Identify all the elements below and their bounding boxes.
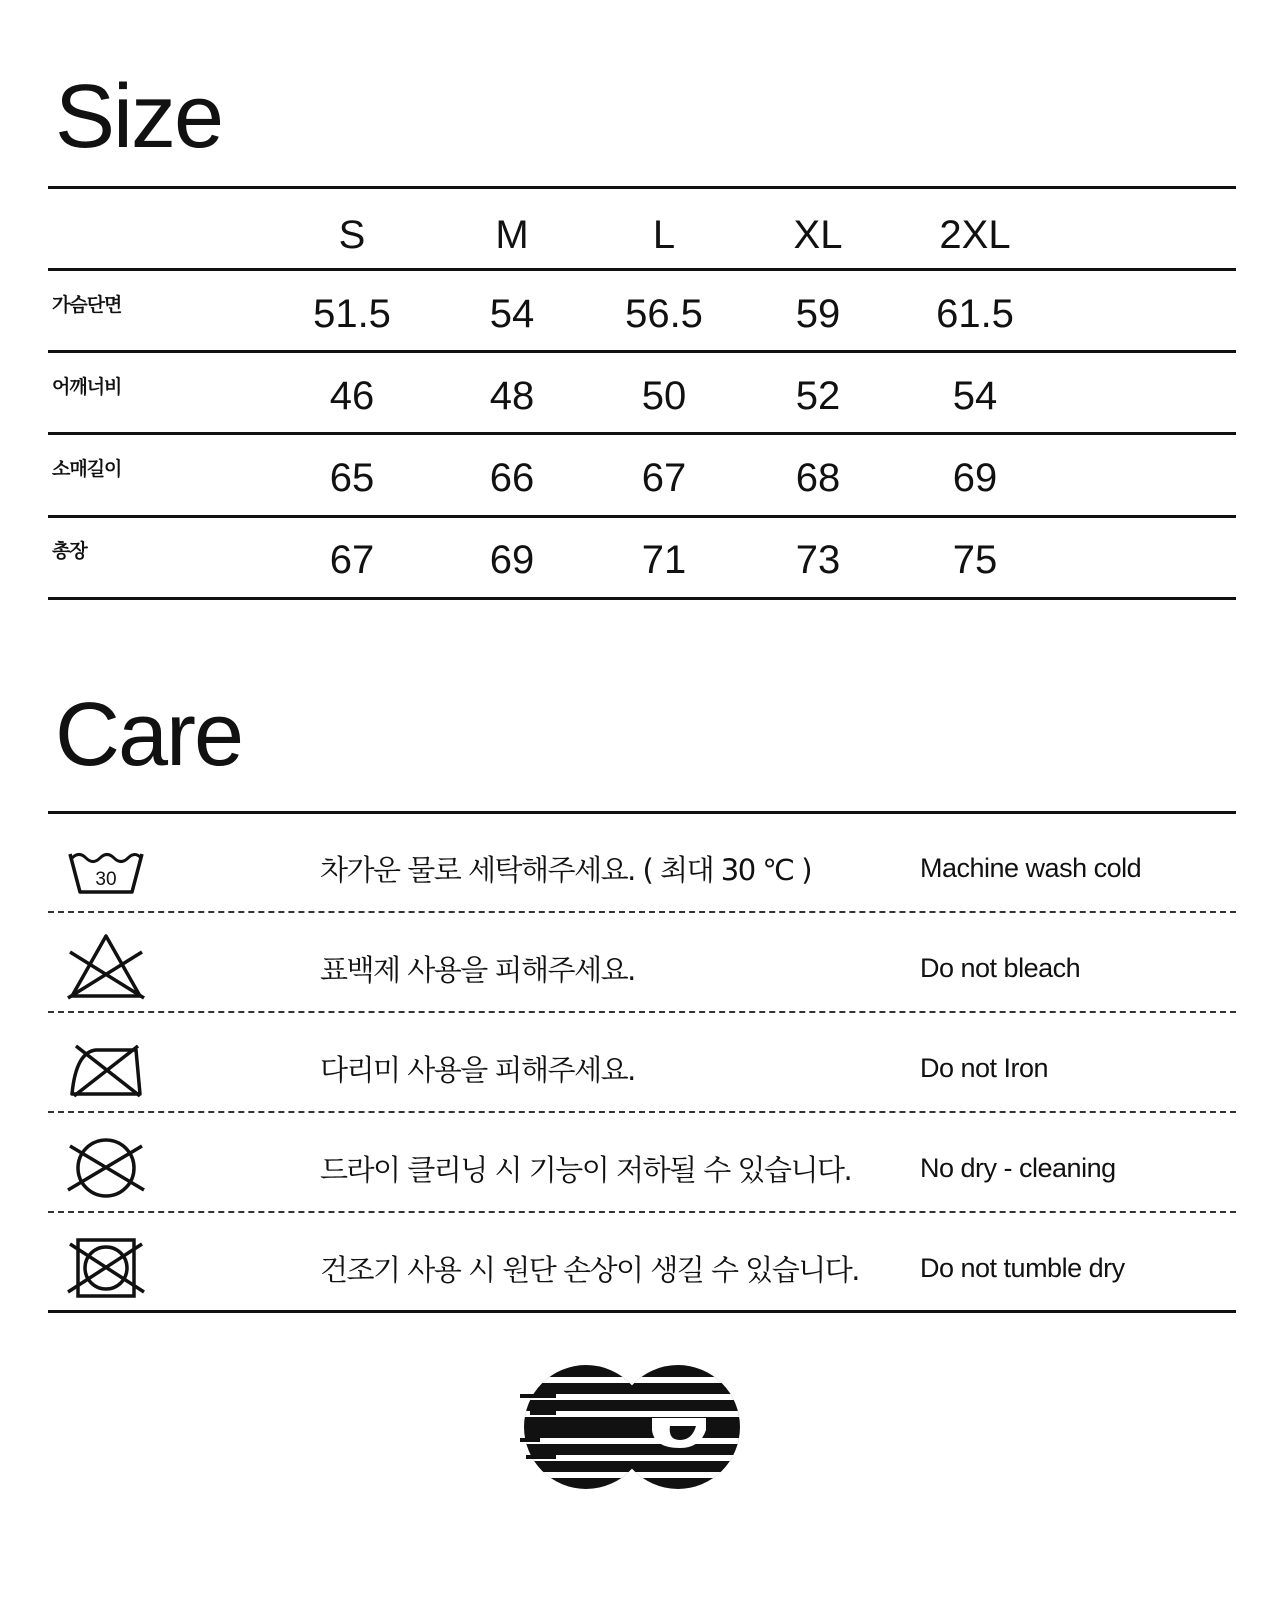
care-row-dry-clean xyxy=(48,1118,1236,1218)
do-not-iron-icon xyxy=(66,1032,146,1102)
size-value: 50 xyxy=(641,374,687,418)
brand-logo-icon xyxy=(520,1360,750,1495)
size-column-m: M xyxy=(495,213,529,257)
size-header-row xyxy=(48,193,1236,278)
size-value: 61.5 xyxy=(936,292,1014,336)
care-row-wash xyxy=(48,818,1236,918)
size-value: 69 xyxy=(489,538,535,582)
size-row-sleeve xyxy=(48,436,1236,521)
size-value: 54 xyxy=(489,292,535,336)
size-row-label: 가슴단면 xyxy=(52,294,122,316)
care-instruction-en: Do not tumble dry xyxy=(920,1252,1125,1283)
size-value: 59 xyxy=(795,292,841,336)
size-value: 65 xyxy=(329,456,375,500)
size-column-2xl: 2XL xyxy=(939,213,1011,257)
care-row-tumble-dry xyxy=(48,1218,1236,1318)
care-row-bleach xyxy=(48,918,1236,1018)
size-value: 69 xyxy=(952,456,998,500)
size-value: 68 xyxy=(795,456,841,500)
no-dry-clean-icon xyxy=(66,1132,146,1202)
size-top-rule xyxy=(48,186,1236,189)
care-instruction-ko: 드라이 클리닝 시 기능이 저하될 수 있습니다. xyxy=(320,1152,852,1187)
care-instruction-en: No dry - cleaning xyxy=(920,1152,1116,1183)
size-value: 75 xyxy=(952,538,998,582)
size-value: 67 xyxy=(329,538,375,582)
size-row-chest xyxy=(48,272,1236,357)
size-value: 51.5 xyxy=(313,292,391,336)
care-instruction-ko: 건조기 사용 시 원단 손상이 생길 수 있습니다. xyxy=(320,1252,859,1287)
size-row-label: 소매길이 xyxy=(52,458,122,480)
size-value: 48 xyxy=(489,374,535,418)
care-instruction-ko: 차가운 물로 세탁해주세요. ( 최대 30 ℃ ) xyxy=(320,852,812,887)
do-not-bleach-icon xyxy=(66,932,146,1002)
care-row-iron xyxy=(48,1018,1236,1118)
size-column-l: L xyxy=(652,213,676,257)
care-instruction-en: Do not bleach xyxy=(920,952,1081,983)
size-section-title: Size xyxy=(55,67,223,167)
wash-temperature: 30 xyxy=(95,869,117,890)
size-value: 46 xyxy=(329,374,375,418)
size-column-xl: XL xyxy=(793,213,843,257)
care-instruction-en: Machine wash cold xyxy=(920,852,1142,883)
no-tumble-dry-icon xyxy=(66,1232,146,1302)
size-value: 73 xyxy=(795,538,841,582)
size-value: 54 xyxy=(952,374,998,418)
care-instruction-en: Do not Iron xyxy=(920,1052,1049,1083)
care-top-rule xyxy=(48,811,1236,814)
size-value: 66 xyxy=(489,456,535,500)
size-row-label: 총장 xyxy=(52,540,87,562)
size-row-label: 어깨너비 xyxy=(52,376,122,398)
wash-30-icon xyxy=(66,832,146,902)
size-value: 56.5 xyxy=(625,292,703,336)
size-value: 67 xyxy=(641,456,687,500)
care-instruction-ko: 표백제 사용을 피해주세요. xyxy=(320,952,635,987)
care-instruction-ko: 다리미 사용을 피해주세요. xyxy=(320,1052,635,1087)
size-row-shoulder xyxy=(48,354,1236,439)
size-column-s: S xyxy=(338,213,366,257)
size-value: 71 xyxy=(641,538,687,582)
size-row-length xyxy=(48,518,1236,603)
care-section-title: Care xyxy=(55,685,243,785)
size-value: 52 xyxy=(795,374,841,418)
